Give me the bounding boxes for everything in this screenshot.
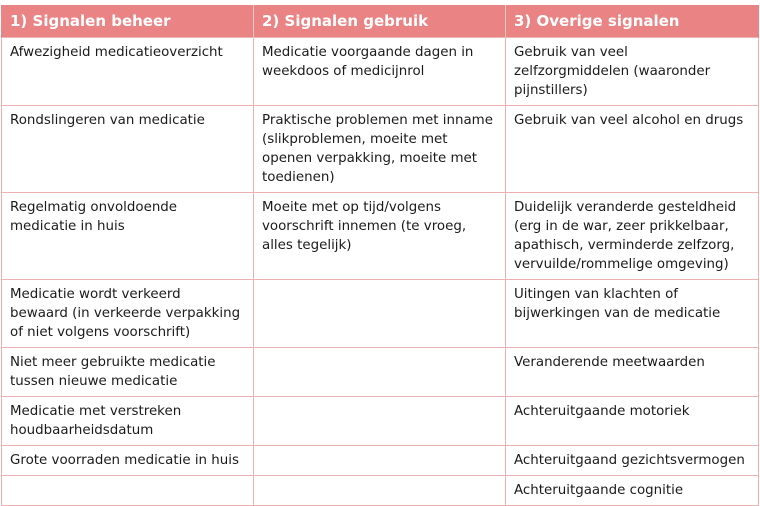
- table-cell: Duidelijk veranderde gesteldheid (erg in de war, zeer prikkelbaar, apathisch, verminderde zelfzorg, vervuilde/rommelige omgeving): [506, 193, 759, 280]
- table-row: [2, 193, 759, 280]
- table-cell: Praktische problemen met inname (slikproblemen, moeite met openen verpakking, moeite met toedienen): [254, 106, 506, 193]
- header-signalen-gebruik: 2) Signalen gebruik: [254, 5, 506, 38]
- table-row: [2, 348, 759, 397]
- header-overige-signalen: 3) Overige signalen: [506, 5, 759, 38]
- table-cell: [254, 476, 506, 506]
- table-cell: Achteruitgaand gezichtsvermogen: [506, 446, 759, 476]
- header-signalen-beheer: 1) Signalen beheer: [2, 5, 254, 38]
- table-cell: Rondslingeren van medicatie: [2, 106, 254, 193]
- table-cell: Gebruik van veel alcohol en drugs: [506, 106, 759, 193]
- table-cell: [254, 348, 506, 397]
- table-row: [2, 280, 759, 348]
- table-cell: Achteruitgaande motoriek: [506, 397, 759, 446]
- table-cell: Regelmatig onvoldoende medicatie in huis: [2, 193, 254, 280]
- table-cell: Niet meer gebruikte medicatie tussen nieuwe medicatie: [2, 348, 254, 397]
- table-cell: Medicatie voorgaande dagen in weekdoos of medicijnrol: [254, 38, 506, 106]
- table-cell: Gebruik van veel zelfzorgmiddelen (waaronder pijnstillers): [506, 38, 759, 106]
- table-row: [2, 38, 759, 106]
- signals-table-container: [1, 5, 758, 506]
- table-row: [2, 446, 759, 476]
- table-row: [2, 106, 759, 193]
- table-cell: Medicatie wordt verkeerd bewaard (in verkeerde verpakking of niet volgens voorschrift): [2, 280, 254, 348]
- table-cell: Medicatie met verstreken houdbaarheidsdatum: [2, 397, 254, 446]
- table-cell: Grote voorraden medicatie in huis: [2, 446, 254, 476]
- table-cell: Veranderende meetwaarden: [506, 348, 759, 397]
- table-cell: [254, 397, 506, 446]
- table-cell: Uitingen van klachten of bijwerkingen van de medicatie: [506, 280, 759, 348]
- table-cell: [254, 280, 506, 348]
- table-cell: [254, 446, 506, 476]
- table-row: [2, 476, 759, 506]
- table-cell: [2, 476, 254, 506]
- table-header-row: [2, 5, 759, 38]
- table-cell: Moeite met op tijd/volgens voorschrift innemen (te vroeg, alles tegelijk): [254, 193, 506, 280]
- table-row: [2, 397, 759, 446]
- table-cell: Afwezigheid medicatieoverzicht: [2, 38, 254, 106]
- signals-table: [1, 5, 759, 506]
- table-cell: Achteruitgaande cognitie: [506, 476, 759, 506]
